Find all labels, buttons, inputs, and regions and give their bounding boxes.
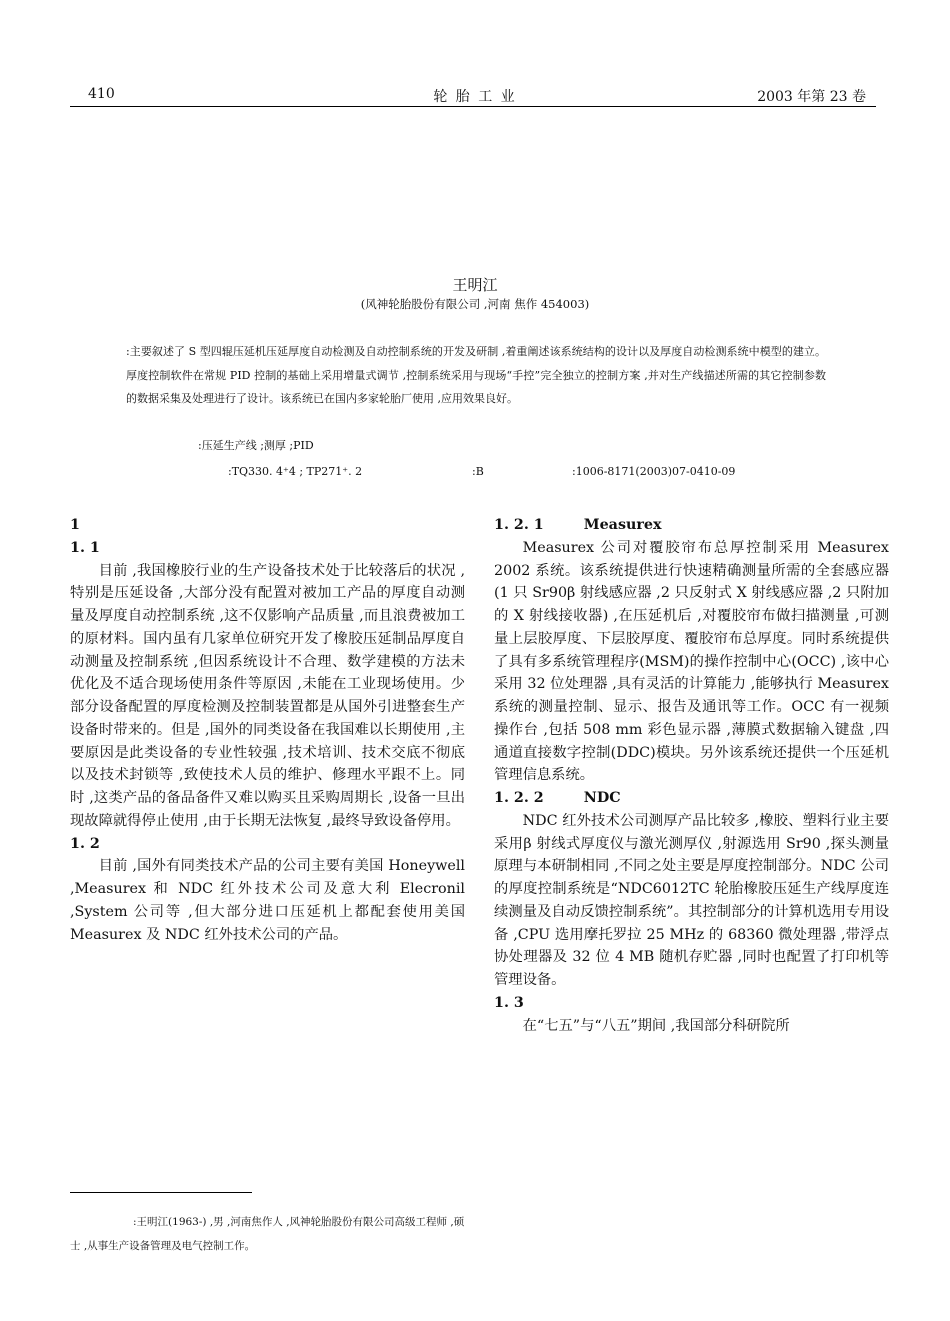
right-column: [494, 514, 889, 1037]
author-affiliation: (风神轮胎股份有限公司 ,河南 焦作 454003): [360, 297, 590, 311]
keywords: :压延生产线 ;测厚 ;PID: [198, 439, 314, 452]
issue-info: 2003 年第 23 卷: [757, 89, 866, 105]
header-rule: [70, 106, 876, 107]
journal-name: 轮 胎 工 业: [433, 89, 517, 105]
body-paragraph: 目前 ,我国橡胶行业的生产设备技术处于比较落后的状况 ,特别是压延设备 ,大部分没有配置对被加工产品的厚度自动测量及厚度自动控制系统 ,这不仅影响产品质量 ,而且浪费被加工的原材料。国内虽有几家单位研究开发了橡胶压延制品厚度自动测量及控制系统 ,但因系统设计不合理、数学建模的方法未优化及不适合现场使用条件等原因 ,未能在工业现场使用。少部分设备配置的厚度检测及控制装置都是从国外引进整套生产设备时带来的。但是 ,国外的同类设备在我国难以长期使用 ,主要原因是此类设备的专业性较强 ,技术培训、技术交底不彻底以及技术封锁等 ,致使技术人员的维护、修理水平跟不上。同时 ,这类产品的备品备件又难以购买且采购周期长 ,设备一旦出现故障就得停止使用 ,由于长期无法恢复 ,最终导致设备停用。: [70, 562, 465, 829]
section-heading: 1: [70, 517, 80, 533]
left-column: [70, 514, 465, 946]
abstract: :主要叙述了 S 型四辊压延机压延厚度自动检测及自动控制系统的开发及研制 ,着重阐述该系统结构的设计以及厚度自动检测系统中模型的建立。厚度控制软件在常规 PID 控制的基础上采用增量式调节 ,控制系统采用与现场“手控”完全独立的控制方案 ,并对生产线描述所需的其它控制参数的数据采集及处理进行了设计。该系统已在国内多家轮胎厂使用 ,应用效果良好。: [126, 345, 826, 405]
footnote-rule: [70, 1192, 252, 1193]
body-paragraph: 目前 ,国外有同类技术产品的公司主要有美国 Honeywell ,Measurex 和 NDC 红外技术公司及意大利 Elecronil ,System 公司等 ,但大部分进口压延机上都配套使用美国 Measurex 及 NDC 红外技术公司的产品。: [70, 858, 465, 943]
section-heading: 1. 2: [70, 835, 100, 852]
subsection-heading: [494, 787, 889, 810]
subsection-title: NDC: [583, 790, 621, 806]
author-footnote: :王明江(1963-) ,男 ,河南焦作人 ,风神轮胎股份有限公司高级工程师 ,硕士 ,从事生产设备管理及电气控制工作。: [70, 1216, 465, 1252]
author-name: 王明江: [452, 276, 498, 294]
subsection-title: Measurex: [583, 517, 662, 533]
body-paragraph: Measurex 公司对覆胶帘布总厚控制采用 Measurex 2002 系统。该系统提供进行快速精确测量所需的全套感应器(1 只 Sr90β 射线感应器 ,2 只反射式 X 射线感应器 ,2 只附加的 X 射线接收器) ,在压延机后 ,对覆胶帘布做扫描测量 ,可测量上层胶厚度、下层胶厚度、覆胶帘布总厚度。同时系统提供了具有多系统管理程序(MSM)的操作控制中心(OCC) ,该中心采用 32 位处理器 ,具有灵活的计算能力 ,能够执行 Measurex 系统的测量控制、显示、报告及通讯等工作。OCC 有一视频操作台 ,包括 508 mm 彩色显示器 ,薄膜式数据输入键盘 ,四通道直接数字控制(DDC)模块。另外该系统还提供一个压延机管理信息系统。: [494, 539, 889, 784]
document-code: :B: [472, 465, 484, 478]
subsection-number: 1. 2. 1: [494, 517, 544, 533]
body-paragraph: 在“七五”与“八五”期间 ,我国部分科研院所: [522, 1017, 790, 1034]
article-id: :1006-8171(2003)07-0410-09: [572, 465, 736, 478]
subsection-heading: [494, 514, 889, 537]
subsection-number: 1. 2. 2: [494, 790, 544, 806]
page-number: 410: [88, 86, 115, 102]
body-paragraph: NDC 红外技术公司测厚产品比较多 ,橡胶、塑料行业主要采用β 射线式厚度仪与激光测厚仪 ,射源选用 Sr90 ,探头测量原理与本研制相同 ,不同之处主要是厚度控制部分。NDC 公司的厚度控制系统是“NDC6012TC 轮胎橡胶压延生产线厚度连续测量及自动反馈控制系统”。其控制部分的计算机选用专用设备 ,CPU 选用摩托罗拉 25 MHz 的 68360 微处理器 ,带浮点协处理器及 32 位 4 MB 随机存贮器 ,同时也配置了打印机等管理设备。: [494, 812, 889, 988]
section-heading: 1. 1: [70, 539, 100, 556]
section-heading: 1. 3: [494, 994, 524, 1011]
clc-number: :TQ330. 4⁺4 ; TP271⁺. 2: [228, 465, 363, 478]
